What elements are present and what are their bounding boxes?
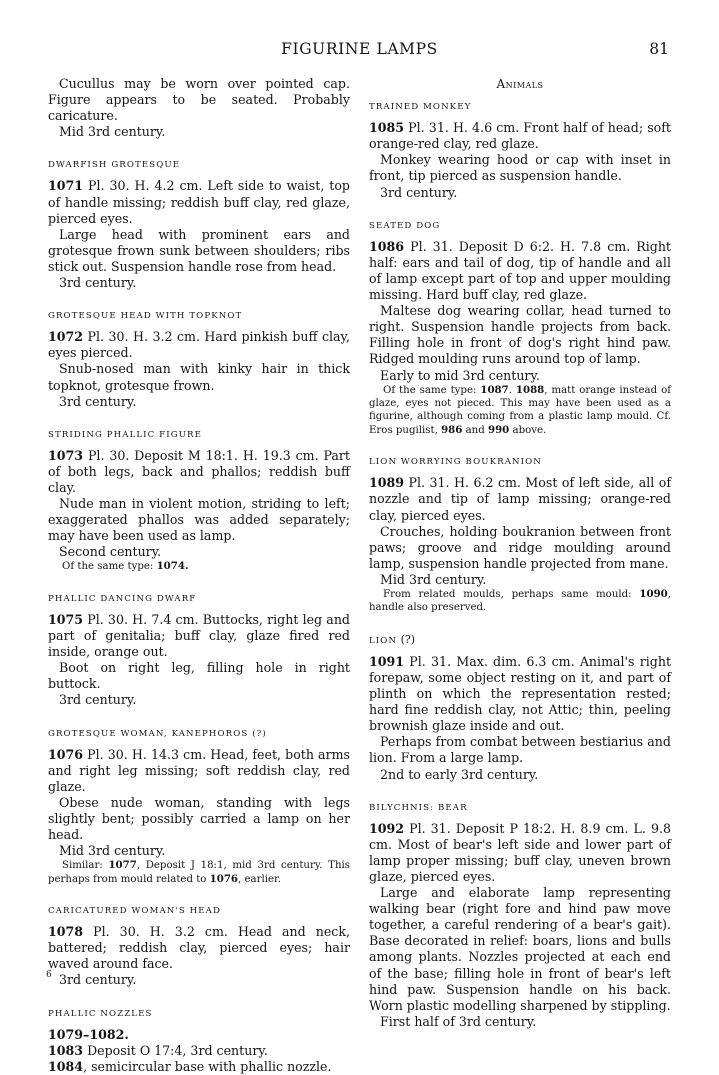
entry-1078 [48, 903, 350, 988]
entry-1085 [369, 99, 671, 201]
entry-description: Pl. 30. H. 14.3 cm. Head, feet, both arms and right leg missing; soft reddish clay, red glaze. [48, 746, 350, 794]
entry-note: Of the same type: 1087. 1088, matt orange instead of glaze, eyes not pieced. This may have been used as a figurine, although coming from a plastic lamp mould. Cf. Eros pugilist, 986 and 990 above. [369, 383, 671, 436]
entry-description: Pl. 31. Deposit P 18:2. H. 8.9 cm. L. 9.8 cm. Most of bear's left side and lower part of lamp proper missing; buff clay, uneven brown glaze, pierced eyes. [369, 820, 671, 884]
entry-1092 [369, 800, 671, 1030]
entry-date: Mid 3rd century. [380, 571, 487, 587]
page-number: 81 [649, 40, 669, 58]
entry-heading: GROTESQUE HEAD WITH TOPKNOT [48, 311, 243, 322]
entry-date: 3rd century. [59, 393, 137, 409]
right-column [369, 76, 671, 1030]
entry-1076 [48, 726, 350, 887]
entry-date: 3rd century. [380, 184, 458, 200]
catalogue-number: 1072 [48, 329, 84, 345]
entry-note: From related moulds, perhaps same mould: 1090, handle also preserved. [369, 587, 671, 614]
entry-description: Pl. 31. Max. dim. 6.3 cm. Animal's right forepaw, some object resting on it, and part of plinth on which the representation rested; hard fine reddish clay, not Attic; thin, peeling brownish glaze inside and out. [369, 653, 671, 734]
entry-date: 3rd century. [59, 275, 137, 291]
catalogue-number: 1091 [369, 653, 405, 669]
page-title: FIGURINE LAMPS [281, 40, 438, 58]
entry-text: Maltese dog wearing collar, head turned to right. Suspension handle projects from back. Filling hole in front of dog's right hind paw. Ridged moulding runs around top of lamp. [369, 303, 671, 367]
entry-1075 [48, 591, 350, 709]
entry-note: Similar: 1077, Deposit J 18:1, mid 3rd century. This perhaps from mould related to 1076, earlier. [48, 859, 351, 885]
entry-text: Obese nude woman, standing with legs slightly bent; possibly carried a lamp on her head. [48, 794, 350, 843]
entry-heading: CARICATURED WOMAN'S HEAD [48, 906, 221, 917]
entry-text: Large and elaborate lamp representing walking bear (right fore and hind paw move together, a careful rendering of a bear's gait). Base decorated in relief: boars, lions and bulls among plants. Nozzles projected at each end of the base; filling hole in front of bear's left hind paw. Suspension handle on his back. Worn plastic modelling sharpened by stippling. [369, 885, 671, 1013]
entry-description: Pl. 31. Deposit D 6:2. H. 7.8 cm. Right half: ears and tail of dog, tip of handle and all of lamp except part of top and upper moulding missing. Hard buff clay, red glaze. [369, 238, 671, 303]
catalogue-number: 1075 [48, 611, 84, 627]
entry-date: Mid 3rd century. [59, 843, 166, 859]
intro-date: Mid 3rd century. [59, 124, 166, 140]
entry-description: Pl. 31. H. 4.6 cm. Front half of head; soft orange-red clay, red glaze. [369, 120, 671, 152]
catalogue-number: 1076 [48, 746, 84, 762]
catalogue-number: 1073 [48, 447, 84, 463]
entry-1072 [48, 308, 350, 410]
entry-text: Monkey wearing hood or cap with inset in front, tip pierced as suspension handle. [369, 152, 671, 184]
entry-heading: LION WORRYING BOUKRANION [369, 457, 542, 468]
catalogue-number: 1086 [369, 238, 405, 254]
entry-description: Pl. 30. H. 4.2 cm. Left side to waist, top of handle missing; reddish buff clay, red glaze, pierced eyes. [48, 178, 350, 226]
entry-heading: SEATED DOG [369, 220, 441, 231]
entry-1091 [369, 632, 671, 783]
entry-date: 3rd century. [59, 972, 137, 988]
entry-text: Crouches, holding boukranion between front paws; groove and ridge moulding around lamp, suspension handle projected from mane. [369, 523, 671, 571]
entry-date: 3rd century. [59, 692, 137, 708]
entry-heading: BILYCHNIS: BEAR [369, 802, 468, 813]
entry-text: Perhaps from combat between bestiarius and lion. From a large lamp. [369, 734, 671, 766]
catalogue-number: 1089 [369, 475, 405, 491]
catalogue-number-range: 1079–1082. [48, 1026, 129, 1042]
entry-heading: PHALLIC DANCING DWARF [48, 593, 197, 604]
entry-text: Boot on right leg, filling hole in right buttock. [48, 660, 350, 692]
entry-1086 [369, 218, 671, 438]
entry-text: Nude man in violent motion, striding to left; exaggerated phallos was added separately; may have been used as lamp. [48, 496, 350, 544]
catalogue-number: 1092 [369, 820, 405, 836]
entry-text: Snub-nosed man with kinky hair in thick topknot, grotesque frown. [48, 361, 350, 393]
entry-date: 2nd to early 3rd century. [380, 766, 539, 782]
entry-description: Pl. 30. H. 7.4 cm. Buttocks, right leg and part of genitalia; buff clay, glaze fired red inside, orange out. [48, 611, 350, 660]
catalogue-number: 1071 [48, 178, 84, 194]
entry-heading: TRAINED MONKEY [369, 102, 472, 113]
running-head [0, 38, 719, 60]
entry-text: Large head with prominent ears and grotesque frown sunk between shoulders; ribs stick out. Suspension handle rose from head. [48, 226, 350, 274]
entry-heading: GROTESQUE WOMAN, KANEPHOROS (?) [48, 728, 267, 739]
entry-heading: STRIDING PHALLIC FIGURE [48, 429, 202, 440]
catalogue-number: 1085 [369, 120, 405, 136]
entry-heading: LION (?) [369, 632, 416, 646]
entry-description: Pl. 30. Deposit M 18:1. H. 19.3 cm. Part of both legs, back and phallos; reddish buff clay. [48, 447, 350, 495]
entry-heading: DWARFISH GROTESQUE [48, 160, 181, 171]
entry-date: Early to mid 3rd century. [380, 367, 540, 383]
entry-phallic-nozzles [48, 1006, 350, 1075]
entry-description: Pl. 31. H. 6.2 cm. Most of left side, all of nozzle and tip of lamp missing; orange-red clay, pierced eyes. [369, 475, 671, 523]
catalogue-number: 1078 [48, 924, 84, 940]
intro-text: Cucullus may be worn over pointed cap. Figure appears to be seated. Probably caricature. [48, 76, 350, 124]
entry-1071 [48, 157, 350, 291]
left-column [48, 76, 350, 1075]
entry-description: Deposit O 17:4, 3rd century. [83, 1042, 268, 1058]
entry-description: , semicircular base with phallic nozzle. [83, 1058, 332, 1074]
entry-heading: PHALLIC NOZZLES [48, 1008, 153, 1019]
entry-description: Pl. 30. H. 3.2 cm. Hard pinkish buff clay, eyes pierced. [48, 329, 350, 361]
catalogue-number: 1083 [48, 1042, 84, 1058]
signature-mark: 6 [46, 970, 52, 980]
entry-1073 [48, 427, 350, 574]
entry-1089 [369, 454, 671, 615]
entry-date: First half of 3rd century. [380, 1013, 537, 1029]
catalogue-number: 1084 [48, 1058, 84, 1074]
entry-date: Second century. [59, 544, 162, 560]
entry-description: Pl. 30. H. 3.2 cm. Head and neck, battered; reddish clay, pierced eyes; hair waved around face. [48, 924, 350, 972]
section-heading: Animals [496, 77, 544, 91]
entry-note: Of the same type: 1074. [62, 560, 189, 573]
